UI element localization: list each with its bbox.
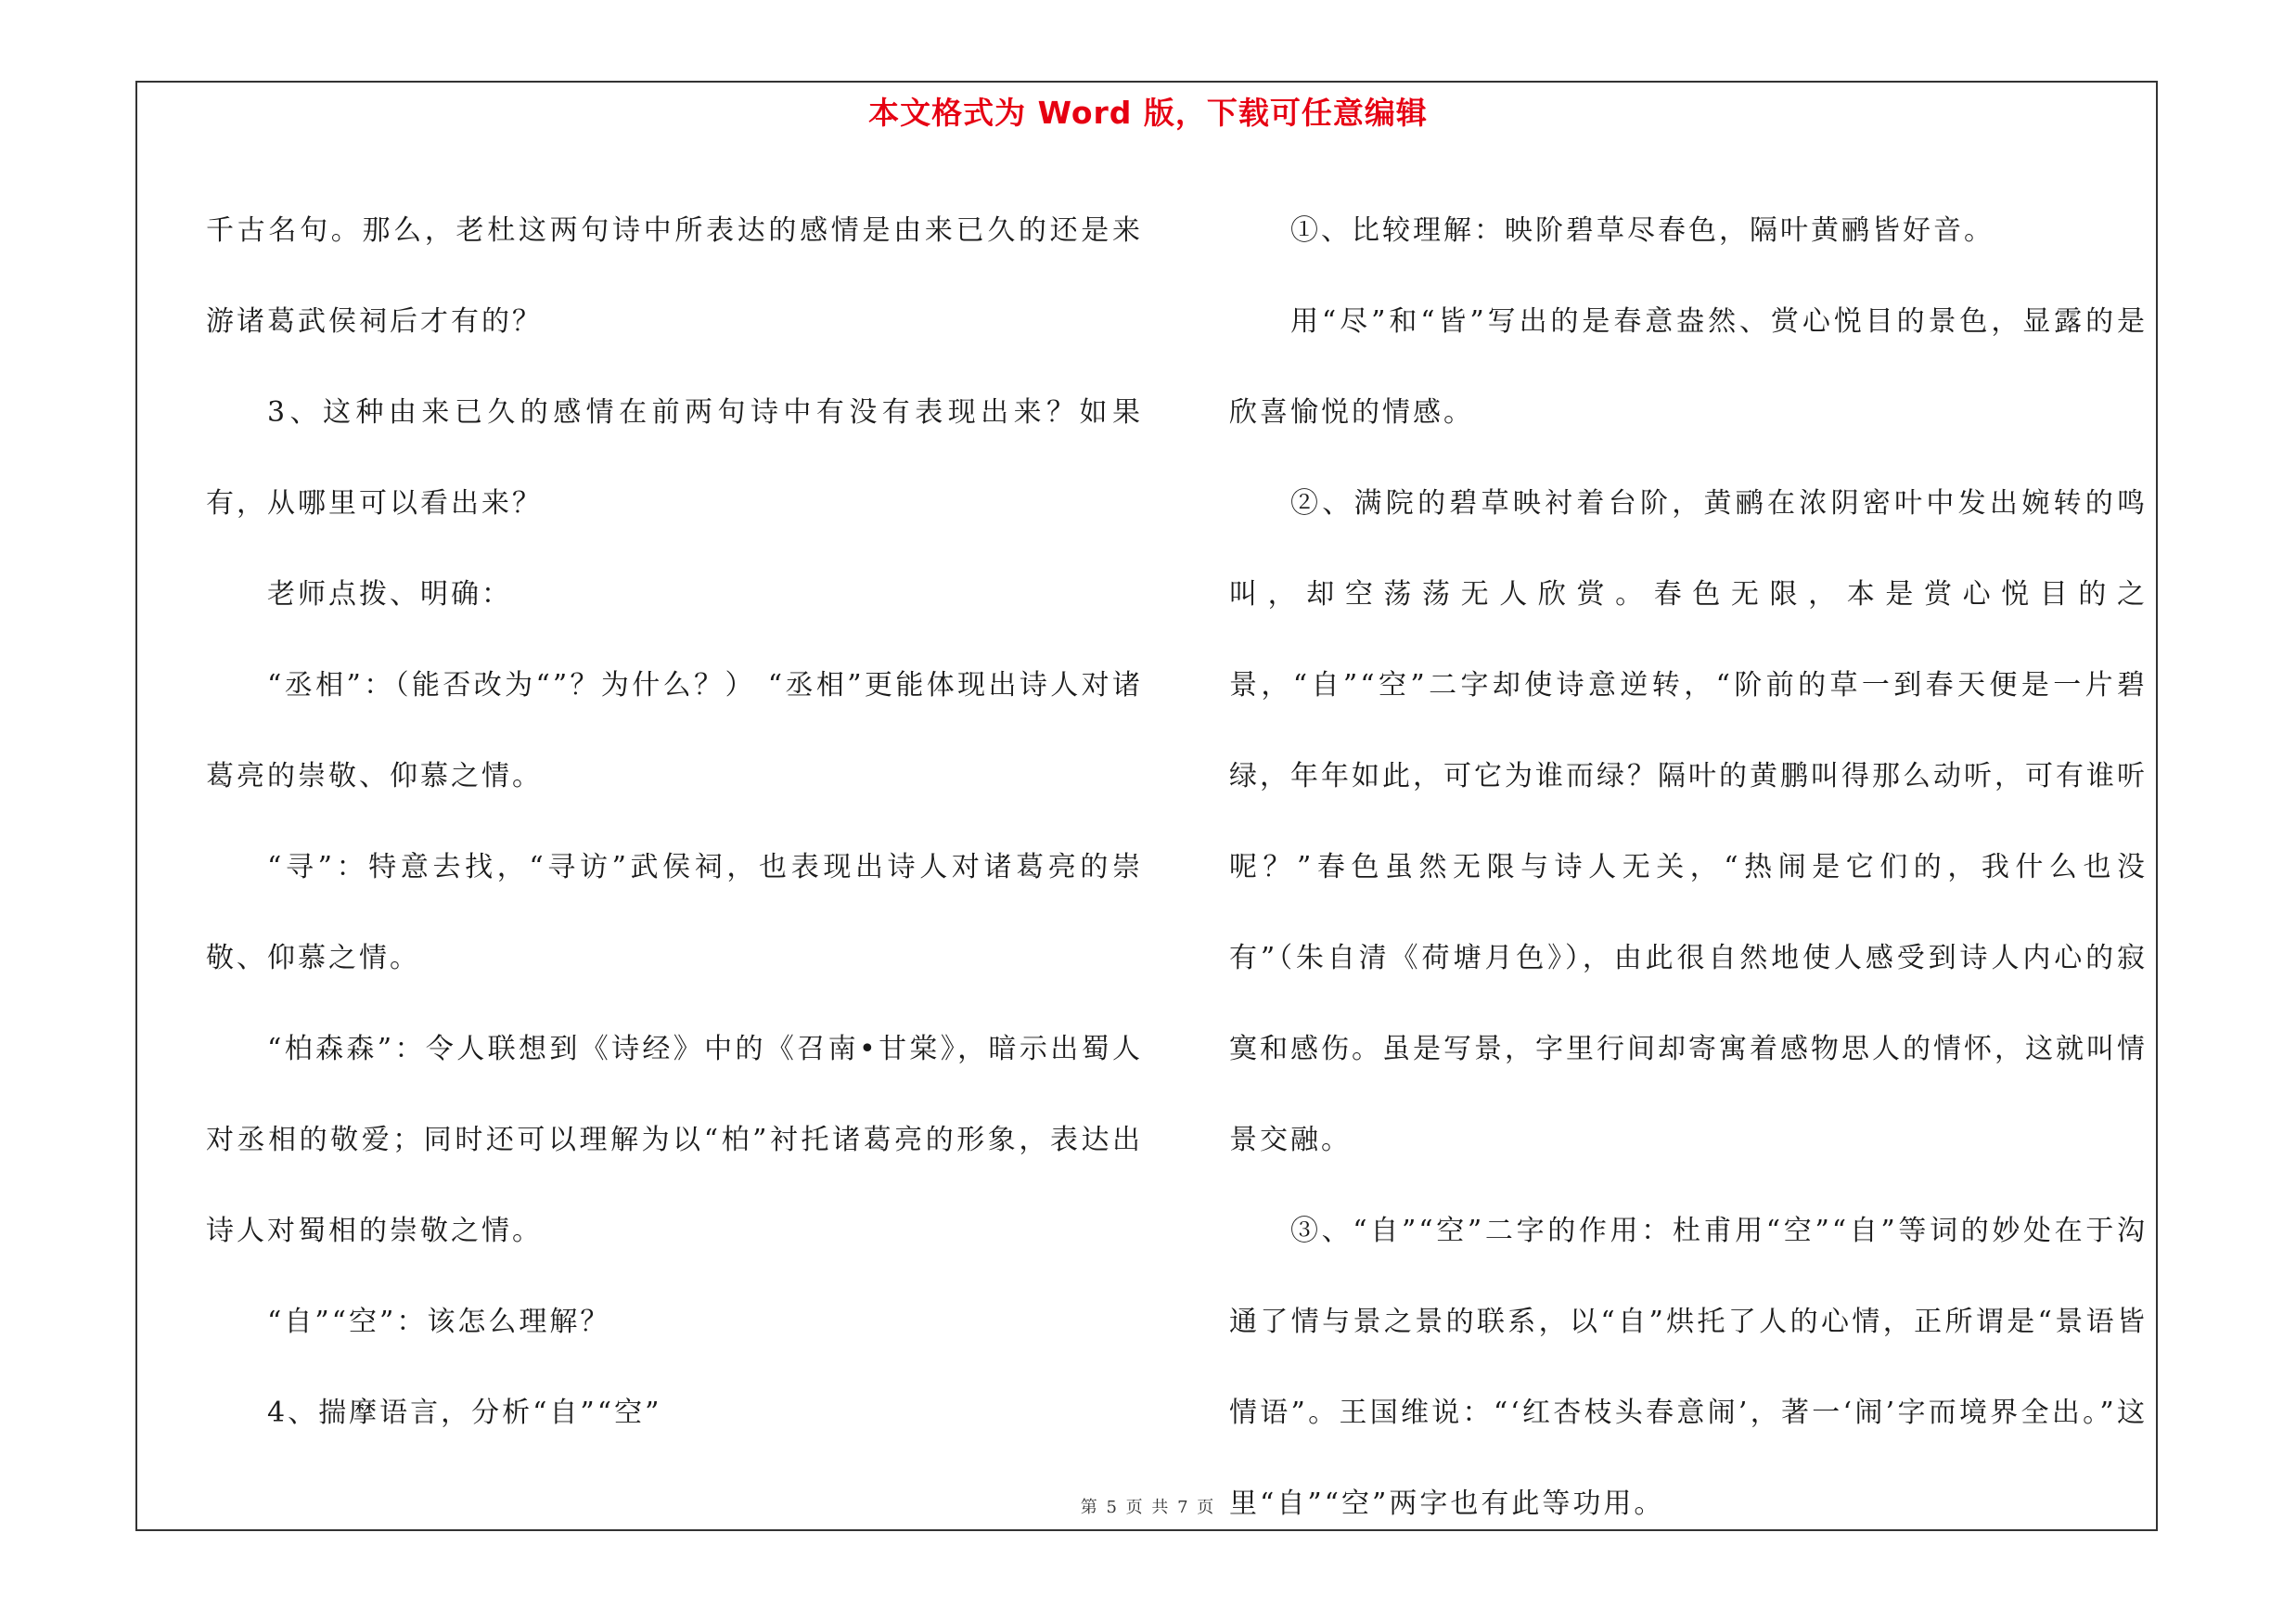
- left-paragraph: 4、揣摩语言，分析“自”“空”: [267, 1397, 662, 1429]
- left-paragraph: 3、这种由来已久的感情在前两句诗中有没有表现出来？如果有，从哪里可以看出来？: [206, 396, 1143, 520]
- right-paragraph: 用“尽”和“皆”写出的是春意盎然、赏心悦目的景色，显露的是欣喜愉悦的情感。: [1229, 305, 2148, 429]
- left-paragraph: “寻”：特意去找，“寻访”武侯祠，也表现出诗人对诸葛亮的崇敬、仰慕之情。: [206, 851, 1143, 974]
- left-text-column: [206, 186, 1143, 1459]
- page-number-footer: 第 5 页 共 7 页: [1080, 1498, 1216, 1517]
- left-paragraph: “丞相”：（能否改为“”？为什么？） “丞相”更能体现出诗人对诸葛亮的崇敬、仰慕之情。: [206, 669, 1143, 792]
- right-paragraph: ③、“自”“空”二字的作用：杜甫用“空”“自”等词的妙处在于沟通了情与景之景的联系，以“自”烘托了人的心情，正所谓是“景语皆情语”。王国维说：“‘红杏枝头春意闹’，著一‘闹’字而境界全出。”这里“自”“空”两字也有此等功用。: [1229, 1215, 2148, 1520]
- right-paragraph: ②、满院的碧草映衬着台阶，黄鹂在浓阴密叶中发出婉转的鸣叫，却空荡荡无人欣赏。春色无限，本是赏心悦目的之景，“自”“空”二字却使诗意逆转，“阶前的草一到春天便是一片碧绿，年年如此，可它为谁而绿？隔叶的黄鹏叫得那么动听，可有谁听呢？”春色虽然无限与诗人无关，“热闹是它们的，我什么也没有”（朱自清《荷塘月色》），由此很自然地使人感受到诗人内心的寂寞和感伤。虽是写景，字里行间却寄寓着感物思人的情怀，这就叫情景交融。: [1229, 487, 2148, 1156]
- left-paragraph: 老师点拨、明确：: [267, 578, 512, 611]
- left-paragraph: 千古名句。那么，老杜这两句诗中所表达的感情是由来已久的还是来游诸葛武侯祠后才有的？: [206, 214, 1143, 338]
- right-paragraph: ①、比较理解：映阶碧草尽春色，隔叶黄鹂皆好音。: [1290, 214, 1995, 247]
- format-notice-banner: 本文格式为 Word 版，下载可任意编辑: [868, 95, 1428, 131]
- left-paragraph: “柏森森”：令人联想到《诗经》中的《召南•甘棠》，暗示出蜀人对丞相的敬爱；同时还可以理解为以“柏”衬托诸葛亮的形象，表达出诗人对蜀相的崇敬之情。: [206, 1033, 1143, 1247]
- left-paragraph: “自”“空”：该怎么理解？: [267, 1306, 611, 1338]
- right-text-column: [1229, 186, 2148, 1550]
